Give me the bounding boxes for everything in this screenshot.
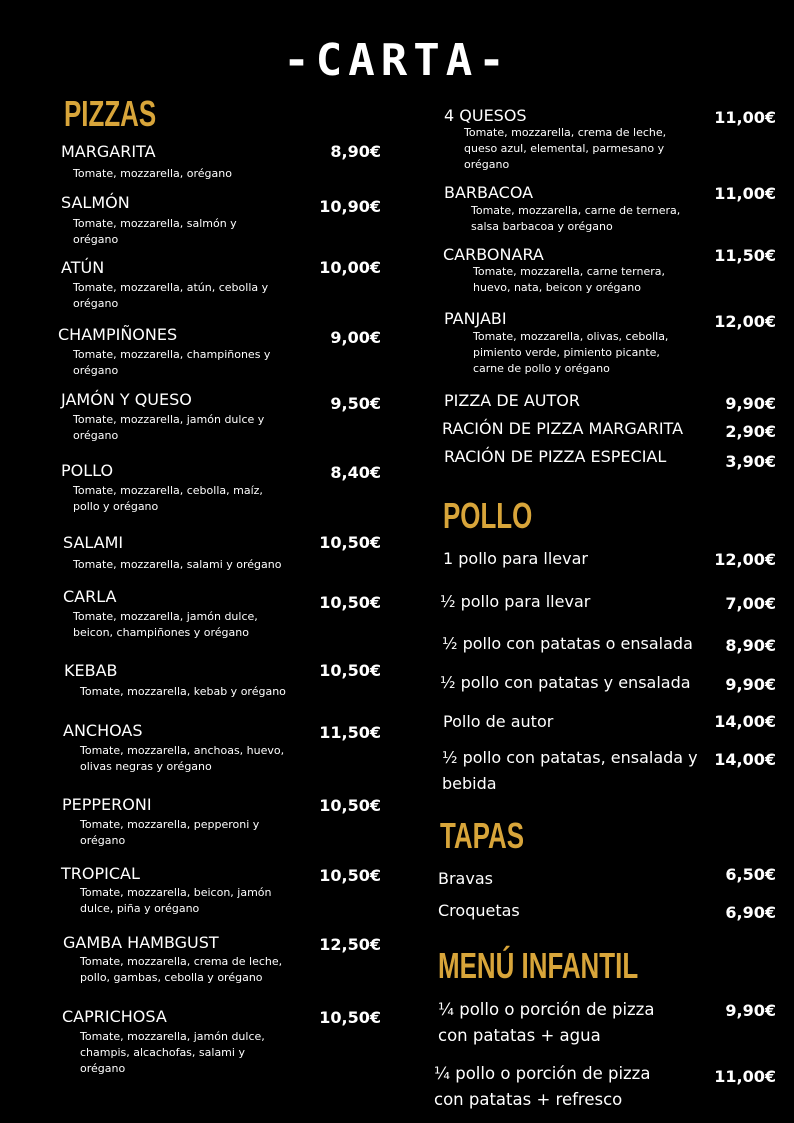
item-name: Croquetas — [438, 901, 520, 920]
item-price: 8,90€ — [330, 142, 381, 161]
item-price: 10,50€ — [319, 593, 381, 612]
item-price: 10,50€ — [319, 533, 381, 552]
item-description: Tomate, mozzarella, crema de leche, pollo, gambas, cebolla y orégano — [80, 955, 283, 984]
item-name: KEBAB — [64, 661, 118, 680]
item-name: SALAMI — [63, 533, 124, 552]
item-name: ½ pollo con patatas o ensalada — [442, 634, 693, 653]
item-price: 11,00€ — [714, 184, 776, 203]
item-price: 11,00€ — [714, 1067, 776, 1086]
item-price: 12,00€ — [714, 312, 776, 331]
item-description: Tomate, mozzarella, jamón dulce, champis, alcachofas, salami y orégano — [80, 1030, 265, 1075]
item-name: PANJABI — [444, 309, 507, 328]
item-name: SALMÓN — [61, 193, 130, 212]
item-price: 2,90€ — [725, 422, 776, 441]
item-name: ½ pollo para llevar — [440, 592, 591, 611]
item-name: CAPRICHOSA — [62, 1007, 167, 1026]
page-title: -CARTA- — [283, 35, 511, 86]
item-price: 3,90€ — [725, 452, 776, 471]
item-description: Tomate, mozzarella, jamón dulce, beicon, champiñones y orégano — [73, 610, 258, 639]
item-name: ½ pollo con patatas y ensalada — [440, 673, 691, 692]
item-price: 9,90€ — [725, 394, 776, 413]
item-price: 9,00€ — [330, 328, 381, 347]
item-price: 10,50€ — [319, 1008, 381, 1027]
item-price: 6,90€ — [725, 903, 776, 922]
item-name: CARLA — [63, 587, 117, 606]
item-name: PIZZA DE AUTOR — [444, 391, 580, 410]
item-name: 1 pollo para llevar — [443, 549, 588, 568]
item-price: 10,50€ — [319, 796, 381, 815]
item-price: 11,50€ — [319, 723, 381, 742]
item-price: 10,90€ — [319, 197, 381, 216]
item-description: Tomate, mozzarella, salmón y orégano — [73, 217, 237, 246]
item-description: Tomate, mozzarella, olivas, cebolla, pimiento verde, pimiento picante, carne de pollo y orégano — [473, 330, 669, 375]
item-description: Tomate, mozzarella, pepperoni y orégano — [80, 818, 260, 847]
item-price: 9,90€ — [725, 1001, 776, 1020]
item-name: MARGARITA — [61, 142, 156, 161]
item-name: ANCHOAS — [63, 721, 143, 740]
item-name: PEPPERONI — [62, 795, 152, 814]
item-name: CHAMPIÑONES — [58, 325, 178, 344]
item-price: 8,90€ — [725, 636, 776, 655]
item-description: Tomate, mozzarella, champiñones y orégano — [73, 348, 271, 377]
item-description: Tomate, mozzarella, cebolla, maíz, pollo y orégano — [73, 484, 263, 513]
item-price: 11,50€ — [714, 246, 776, 265]
section-title-tapas: TAPAS — [440, 815, 525, 856]
item-description: Tomate, mozzarella, atún, cebolla y orégano — [73, 281, 269, 310]
item-name: BARBACOA — [444, 183, 534, 202]
item-price: 11,00€ — [714, 108, 776, 127]
item-name: 4 QUESOS — [444, 106, 527, 125]
item-name: JAMÓN Y QUESO — [61, 390, 192, 409]
item-price: 12,50€ — [319, 935, 381, 954]
item-price: 8,40€ — [330, 463, 381, 482]
item-price: 12,00€ — [714, 550, 776, 569]
item-price: 10,00€ — [319, 258, 381, 277]
item-description: Tomate, mozzarella, beicon, jamón dulce, piña y orégano — [80, 886, 272, 915]
item-price: 10,50€ — [319, 866, 381, 885]
item-name: ATÚN — [61, 258, 105, 277]
item-name: POLLO — [61, 461, 114, 480]
item-price: 7,00€ — [725, 594, 776, 613]
item-name: ¼ pollo o porción de pizza con patatas + agua — [438, 1000, 655, 1045]
section-title-pollo: POLLO — [443, 495, 533, 536]
item-description: Tomate, mozzarella, jamón dulce y orégano — [73, 413, 265, 442]
item-name: RACIÓN DE PIZZA MARGARITA — [442, 419, 684, 438]
item-price: 9,50€ — [330, 394, 381, 413]
item-description: Tomate, mozzarella, crema de leche, queso azul, elemental, parmesano y orégano — [464, 126, 667, 171]
item-name: Pollo de autor — [443, 712, 554, 731]
item-description: Tomate, mozzarella, anchoas, huevo, olivas negras y orégano — [80, 744, 285, 773]
item-name: CARBONARA — [443, 245, 544, 264]
item-price: 14,00€ — [714, 750, 776, 769]
item-name: ½ pollo con patatas, ensalada y bebida — [442, 748, 698, 793]
item-description: Tomate, mozzarella, carne ternera, huevo, nata, beicon y orégano — [473, 265, 666, 294]
item-description: Tomate, mozzarella, salami y orégano — [73, 558, 282, 571]
item-name: TROPICAL — [61, 864, 140, 883]
item-description: Tomate, mozzarella, orégano — [73, 167, 232, 180]
item-name: ¼ pollo o porción de pizza con patatas + refresco — [434, 1064, 651, 1109]
section-title-menu-infantil: MENÚ INFANTIL — [438, 945, 639, 986]
item-price: 6,50€ — [725, 865, 776, 884]
item-price: 9,90€ — [725, 675, 776, 694]
item-name: RACIÓN DE PIZZA ESPECIAL — [444, 447, 667, 466]
item-name: Bravas — [438, 869, 493, 888]
item-description: Tomate, mozzarella, carne de ternera, salsa barbacoa y orégano — [471, 204, 681, 233]
item-name: GAMBA HAMBGUST — [63, 933, 219, 952]
item-price: 10,50€ — [319, 661, 381, 680]
section-title-pizzas: PIZZAS — [64, 93, 157, 134]
item-price: 14,00€ — [714, 712, 776, 731]
item-description: Tomate, mozzarella, kebab y orégano — [80, 685, 286, 698]
